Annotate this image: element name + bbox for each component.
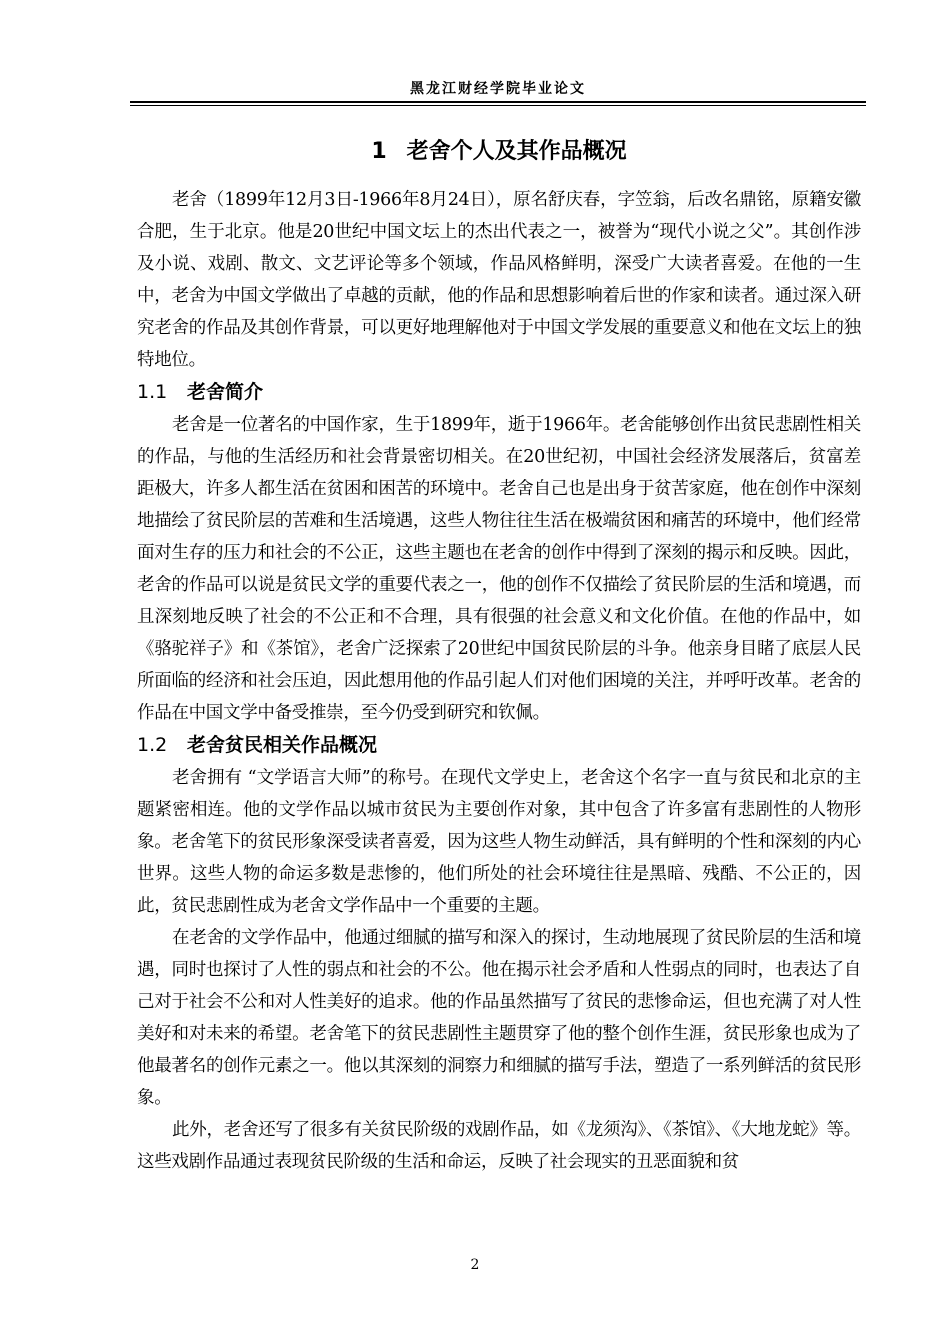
chapter-title: 老舍个人及其作品概况 [406, 139, 627, 164]
page-number: 2 [470, 1257, 480, 1273]
section-number: 1.2 [137, 734, 168, 756]
header-rule-thin [130, 105, 866, 106]
running-header: 黑龙江财经学院毕业论文 [410, 81, 586, 97]
section-1-2-paragraph-3: 此外，老舍还写了很多有关贫民阶级的戏剧作品，如《龙须沟》、《茶馆》、《大地龙蛇》等。这些戏剧作品通过表现贫民阶级的生活和命运，反映了社会现实的丑恶面貌和贫 [137, 1120, 861, 1172]
section-heading-1-1 [137, 376, 861, 409]
page-content [137, 130, 861, 1178]
intro-paragraph: 老舍（1899年12月3日-1966年8月24日），原名舒庆春，字笠翁，后改名鼎铭，原籍安徽合肥，生于北京。他是20世纪中国文坛上的杰出代表之一，被誉为“现代小说之父”。其创作涉及小说、戏剧、散文、文艺评论等多个领域，作品风格鲜明，深受广大读者喜爱。在他的一生中，老舍为中国文学做出了卓越的贡献，他的作品和思想影响着后世的作家和读者。通过深入研究老舍的作品及其创作背景，可以更好地理解他对于中国文学发展的重要意义和他在文坛上的独特地位。 [137, 190, 861, 370]
section-title: 老舍简介 [187, 381, 264, 403]
section-1-1-paragraph: 老舍是一位著名的中国作家，生于1899年，逝于1966年。老舍能够创作出贫民悲剧性相关的作品，与他的生活经历和社会背景密切相关。在20世纪初，中国社会经济发展落后，贫富差距极大，许多人都生活在贫困和困苦的环境中。老舍自己也是出身于贫苦家庭，他在创作中深刻地描绘了贫民阶层的苦难和生活境遇，这些人物往往生活在极端贫困和痛苦的环境中，他们经常面对生存的压力和社会的不公正，这些主题也在老舍的创作中得到了深刻的揭示和反映。因此，老舍的作品可以说是贫民文学的重要代表之一，他的创作不仅描绘了贫民阶层的生活和境遇，而且深刻地反映了社会的不公正和不合理，具有很强的社会意义和文化价值。在他的作品中，如《骆驼祥子》和《茶馆》，老舍广泛探索了20世纪中国贫民阶层的斗争。他亲身目睹了底层人民所面临的经济和社会压迫，因此想用他的作品引起人们对他们困境的关注，并呼吁改革。老舍的作品在中国文学中备受推崇，至今仍受到研究和钦佩。 [137, 415, 861, 723]
section-heading-1-2 [137, 729, 861, 762]
section-number: 1.1 [137, 381, 168, 403]
header-rule-thick [130, 101, 866, 103]
section-1-2-paragraph-2: 在老舍的文学作品中，他通过细腻的描写和深入的探讨，生动地展现了贫民阶层的生活和境遇，同时也探讨了人性的弱点和社会的不公。他在揭示社会矛盾和人性弱点的同时，也表达了自己对于社会不公和对人性美好的追求。他的作品虽然描写了贫民的悲惨命运，但也充满了对人性美好和对未来的希望。老舍笔下的贫民悲剧性主题贯穿了他的整个创作生涯，贫民形象也成为了他最著名的创作元素之一。他以其深刻的洞察力和细腻的描写手法，塑造了一系列鲜活的贫民形象。 [137, 928, 861, 1108]
chapter-number: 1 [371, 139, 387, 164]
section-title: 老舍贫民相关作品概况 [187, 734, 378, 756]
section-1-2-paragraph-1: 老舍拥有 “文学语言大师”的称号。在现代文学史上，老舍这个名字一直与贫民和北京的主题紧密相连。他的文学作品以城市贫民为主要创作对象，其中包含了许多富有悲剧性的人物形象。老舍笔下的贫民形象深受读者喜爱，因为这些人物生动鲜活，具有鲜明的个性和深刻的内心世界。这些人物的命运多数是悲惨的，他们所处的社会环境往往是黑暗、残酷、不公正的，因此，贫民悲剧性成为老舍文学作品中一个重要的主题。 [137, 768, 861, 916]
chapter-heading [137, 130, 861, 174]
